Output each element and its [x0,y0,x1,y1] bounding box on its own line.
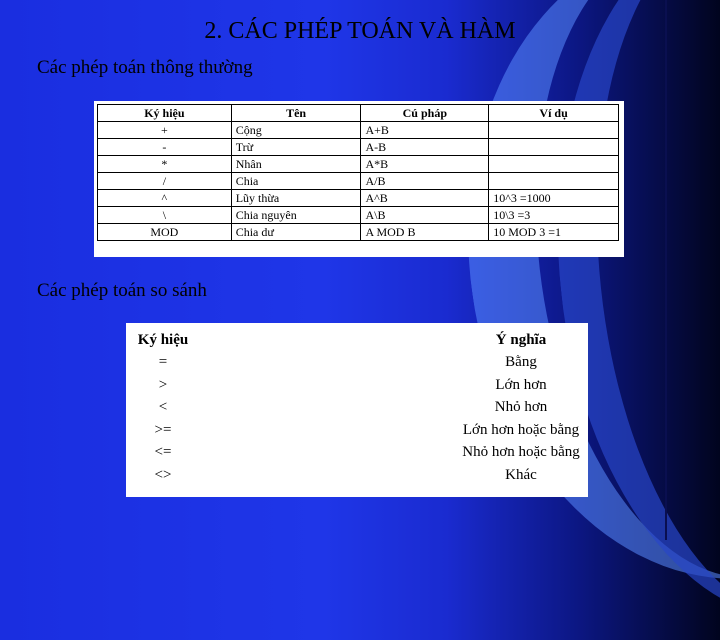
arithmetic-operators-table [94,101,624,257]
header-example: Ví dụ [489,105,619,122]
comparison-operators-table [126,323,588,497]
cell-name: Chia dư [231,224,361,241]
cell-meaning: Bằng [505,354,537,371]
cell-symbol: \ [98,207,232,224]
cell-symbol: >= [154,421,172,438]
cell-name: Chia nguyên [231,207,361,224]
cell-symbol: = [158,354,168,371]
header-name: Tên [231,105,361,122]
header-symbol: Ký hiệu [137,331,189,348]
table-row [98,173,619,190]
cell-name: Trừ [231,139,361,156]
slide-title: 2. CÁC PHÉP TOÁN VÀ HÀM [204,18,516,44]
cell-syntax: A/B [361,173,489,190]
header-symbol: Ký hiệu [98,105,232,122]
table-row [126,419,588,442]
cell-example: 10^3 =1000 [489,190,619,207]
cell-name: Cộng [231,122,361,139]
cell-syntax: A-B [361,139,489,156]
comparison-table [126,329,588,487]
cell-meaning: Lớn hơn [495,376,547,393]
cell-syntax: A^B [361,190,489,207]
table-row [126,352,588,375]
background-divider-line [665,0,667,540]
table-row [98,207,619,224]
cell-syntax: A\B [361,207,489,224]
table-row [98,139,619,156]
table-row [126,442,588,465]
cell-symbol: < [158,399,168,416]
cell-syntax: A*B [361,156,489,173]
cell-example: 10 MOD 3 =1 [489,224,619,241]
header-syntax: Cú pháp [361,105,489,122]
table-row [98,224,619,241]
table-row [98,190,619,207]
table-header-row [126,329,588,352]
cell-symbol: * [98,156,232,173]
cell-syntax: A MOD B [361,224,489,241]
cell-example [489,139,619,156]
cell-symbol: <= [154,444,172,461]
section-heading-comparison: Các phép toán so sánh [37,280,207,301]
section-heading-arithmetic: Các phép toán thông thường [37,57,253,78]
cell-symbol: <> [154,466,172,483]
cell-symbol: MOD [98,224,232,241]
header-meaning: Ý nghĩa [495,331,547,348]
cell-symbol: + [98,122,232,139]
cell-meaning: Khác [505,466,537,483]
table-row [98,122,619,139]
table-header-row [98,105,619,122]
cell-name: Nhân [231,156,361,173]
cell-example [489,122,619,139]
cell-meaning: Nhỏ hơn [494,399,548,416]
table-row [126,397,588,420]
table-row [126,374,588,397]
cell-symbol: ^ [98,190,232,207]
arithmetic-table [97,104,619,241]
table-row [98,156,619,173]
cell-syntax: A+B [361,122,489,139]
cell-meaning: Lớn hơn hoặc bằng [462,421,580,438]
cell-name: Chia [231,173,361,190]
cell-meaning: Nhỏ hơn hoặc bằng [462,444,580,461]
cell-example: 10\3 =3 [489,207,619,224]
cell-example [489,156,619,173]
cell-example [489,173,619,190]
cell-symbol: > [158,376,168,393]
cell-symbol: / [98,173,232,190]
cell-symbol: - [98,139,232,156]
table-row [126,464,588,487]
cell-name: Lũy thừa [231,190,361,207]
